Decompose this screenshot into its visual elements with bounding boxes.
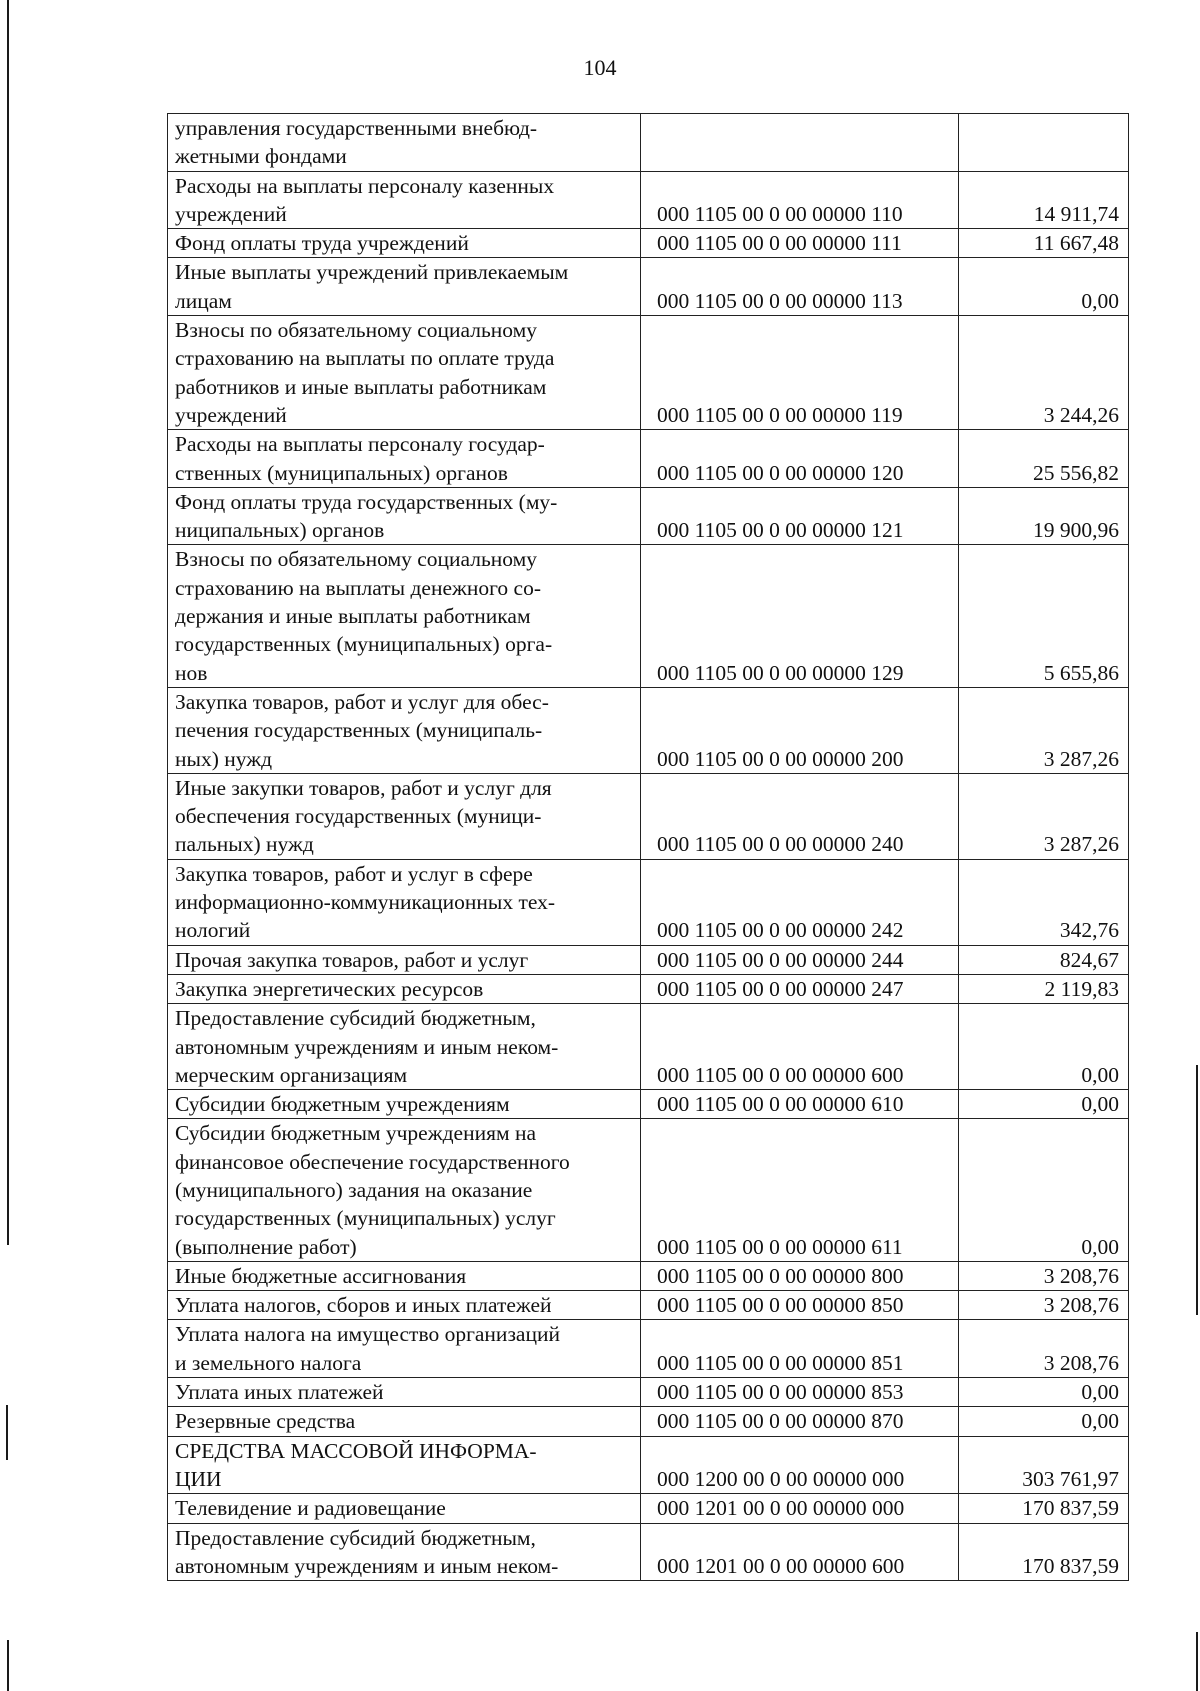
amount-cell: 303 761,97 [959,1436,1129,1494]
budget-expenditure-table [167,113,1129,1581]
scan-edge-line-right [1196,1065,1198,1315]
expense-name-cell: Иные бюджетные ассигнования [168,1261,641,1290]
page-number: 104 [583,55,617,80]
amount-cell: 19 900,96 [959,487,1129,545]
table-row [168,316,1129,430]
scan-edge-line-corner-left [7,1640,9,1691]
amount-cell [959,114,1129,172]
table-row [168,1436,1129,1494]
table-row [168,171,1129,229]
budget-code-cell: 000 1105 00 0 00 00000 600 [641,1004,959,1090]
amount-cell: 3 208,76 [959,1320,1129,1378]
budget-code-cell: 000 1105 00 0 00 00000 800 [641,1261,959,1290]
table-row [168,1261,1129,1290]
expense-name-cell: Прочая закупка товаров, работ и услуг [168,945,641,974]
amount-cell: 170 837,59 [959,1494,1129,1523]
budget-code-cell: 000 1105 00 0 00 00000 242 [641,859,959,945]
budget-code-cell: 000 1105 00 0 00 00000 119 [641,316,959,430]
expense-name-cell: СРЕДСТВА МАССОВОЙ ИНФОРМА- ЦИИ [168,1436,641,1494]
expense-name-cell: Уплата налога на имущество организаций и земельного налога [168,1320,641,1378]
budget-code-cell: 000 1105 00 0 00 00000 870 [641,1407,959,1436]
expense-name-cell: Фонд оплаты труда государственных (му- ниципальных) органов [168,487,641,545]
amount-cell: 3 287,26 [959,687,1129,773]
expense-name-cell: Фонд оплаты труда учреждений [168,229,641,258]
budget-code-cell: 000 1105 00 0 00 00000 611 [641,1119,959,1261]
table-row [168,1407,1129,1436]
budget-code-cell: 000 1105 00 0 00 00000 853 [641,1378,959,1407]
scan-edge-line-left [7,0,9,1245]
amount-cell: 0,00 [959,1407,1129,1436]
expense-name-cell: Резервные средства [168,1407,641,1436]
budget-code-cell: 000 1105 00 0 00 00000 111 [641,229,959,258]
budget-code-cell: 000 1105 00 0 00 00000 113 [641,258,959,316]
expense-name-cell: Субсидии бюджетным учреждениям на финансовое обеспечение государственного (муниципального) задания на оказание государственных (муниципальных) услуг (выполнение работ) [168,1119,641,1261]
amount-cell: 11 667,48 [959,229,1129,258]
amount-cell: 14 911,74 [959,171,1129,229]
budget-code-cell: 000 1105 00 0 00 00000 240 [641,773,959,859]
table-row [168,545,1129,687]
amount-cell: 5 655,86 [959,545,1129,687]
table-row [168,114,1129,172]
expense-name-cell: Закупка энергетических ресурсов [168,974,641,1003]
budget-code-cell: 000 1105 00 0 00 00000 121 [641,487,959,545]
budget-code-cell: 000 1105 00 0 00 00000 244 [641,945,959,974]
amount-cell: 170 837,59 [959,1523,1129,1581]
budget-code-cell: 000 1105 00 0 00 00000 120 [641,430,959,488]
expense-name-cell: Закупка товаров, работ и услуг для обес- печения государственных (муниципаль- ных) нужд [168,687,641,773]
table-row [168,1523,1129,1581]
expense-name-cell: управления государственными внебюд- жетными фондами [168,114,641,172]
table-row [168,1320,1129,1378]
budget-code-cell: 000 1201 00 0 00 00000 600 [641,1523,959,1581]
budget-code-cell: 000 1105 00 0 00 00000 110 [641,171,959,229]
budget-code-cell: 000 1105 00 0 00 00000 129 [641,545,959,687]
amount-cell: 3 287,26 [959,773,1129,859]
table-row [168,1378,1129,1407]
budget-code-cell: 000 1105 00 0 00 00000 247 [641,974,959,1003]
amount-cell: 0,00 [959,1378,1129,1407]
expense-name-cell: Расходы на выплаты персоналу государ- ственных (муниципальных) органов [168,430,641,488]
amount-cell: 3 244,26 [959,316,1129,430]
expense-name-cell: Предоставление субсидий бюджетным, автономным учреждениям и иным неком- мерческим организациям [168,1004,641,1090]
expense-name-cell: Закупка товаров, работ и услуг в сфере информационно-коммуникационных тех- нологий [168,859,641,945]
expense-name-cell: Предоставление субсидий бюджетным, автономным учреждениям и иным неком- [168,1523,641,1581]
table-body [168,114,1129,1581]
table-row [168,1494,1129,1523]
table-row [168,687,1129,773]
budget-code-cell: 000 1105 00 0 00 00000 610 [641,1090,959,1119]
scan-edge-line-corner-right [1196,1632,1198,1691]
table-row [168,859,1129,945]
expense-name-cell: Расходы на выплаты персоналу казенных учреждений [168,171,641,229]
table-row [168,1090,1129,1119]
table-row [168,974,1129,1003]
expense-name-cell: Уплата иных платежей [168,1378,641,1407]
table-row [168,430,1129,488]
expense-name-cell: Взносы по обязательному социальному страхованию на выплаты денежного со- держания и иные выплаты работникам государственных (муниципальных) орга- нов [168,545,641,687]
expense-name-cell: Субсидии бюджетным учреждениям [168,1090,641,1119]
amount-cell: 0,00 [959,1090,1129,1119]
expense-name-cell: Уплата налогов, сборов и иных платежей [168,1291,641,1320]
amount-cell: 824,67 [959,945,1129,974]
table-row [168,1004,1129,1090]
table-row [168,258,1129,316]
amount-cell: 0,00 [959,1004,1129,1090]
table-row [168,773,1129,859]
expense-name-cell: Иные выплаты учреждений привлекаемым лицам [168,258,641,316]
expense-name-cell: Телевидение и радиовещание [168,1494,641,1523]
amount-cell: 0,00 [959,258,1129,316]
table-row [168,1119,1129,1261]
table-row [168,1291,1129,1320]
budget-code-cell: 000 1105 00 0 00 00000 851 [641,1320,959,1378]
amount-cell: 25 556,82 [959,430,1129,488]
amount-cell: 0,00 [959,1119,1129,1261]
table-row [168,229,1129,258]
scan-edge-line-bottom-left [6,1405,8,1460]
amount-cell: 2 119,83 [959,974,1129,1003]
budget-code-cell: 000 1105 00 0 00 00000 850 [641,1291,959,1320]
amount-cell: 3 208,76 [959,1291,1129,1320]
budget-code-cell: 000 1105 00 0 00 00000 200 [641,687,959,773]
amount-cell: 342,76 [959,859,1129,945]
expense-name-cell: Иные закупки товаров, работ и услуг для обеспечения государственных (муници- пальных) нужд [168,773,641,859]
table-row [168,945,1129,974]
budget-code-cell: 000 1200 00 0 00 00000 000 [641,1436,959,1494]
amount-cell: 3 208,76 [959,1261,1129,1290]
budget-code-cell: 000 1201 00 0 00 00000 000 [641,1494,959,1523]
budget-code-cell [641,114,959,172]
table-row [168,487,1129,545]
expense-name-cell: Взносы по обязательному социальному страхованию на выплаты по оплате труда работников и иные выплаты работникам учреждений [168,316,641,430]
